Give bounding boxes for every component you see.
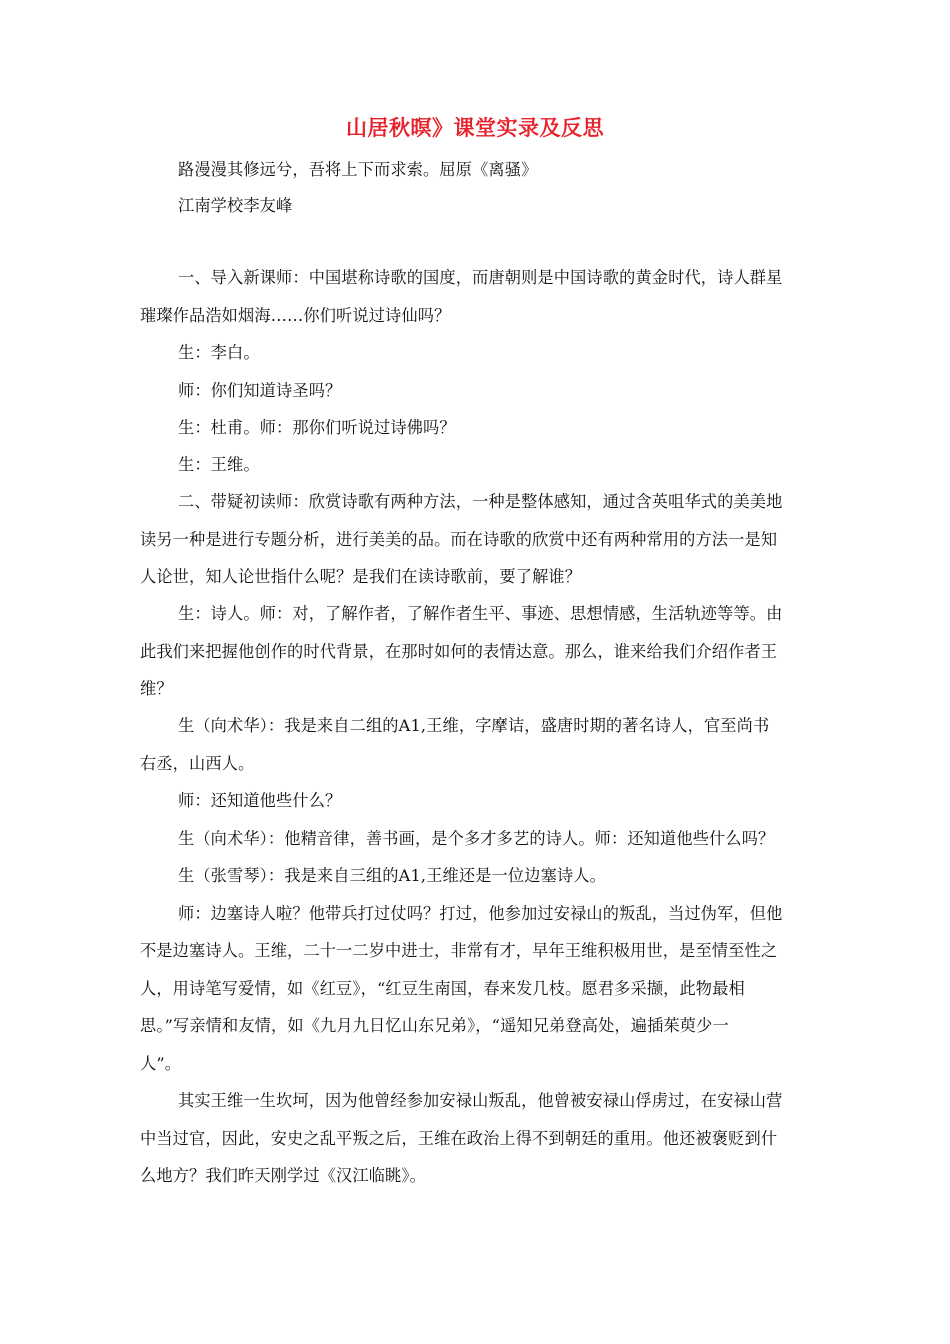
document-title: 山居秋暝》课堂实录及反思 (346, 116, 604, 140)
paragraph-line: 师：边塞诗人啦？他带兵打过仗吗？打过，他参加过安禄山的叛乱，当过伪军，但他 (178, 904, 783, 923)
paragraph-line: 师：你们知道诗圣吗？ (178, 381, 342, 400)
paragraph-line: 人，用诗笔写爱情，如《红豆》，“红豆生南国，春来发几枝。愿君多采撷，此物最相 (140, 979, 745, 998)
paragraph-line: 此我们来把握他创作的时代背景，在那时如何的表情达意。那么，谁来给我们介绍作者王 (140, 642, 778, 661)
paragraph-line: 生（向术华）：他精音律，善书画，是个多才多艺的诗人。师：还知道他些什么吗？ (178, 829, 775, 848)
paragraph-line: 读另一种是进行专题分析，进行美美的品。而在诗歌的欣赏中还有两种常用的方法一是知 (140, 530, 778, 549)
paragraph-line: 二、带疑初读师：欣赏诗歌有两种方法，一种是整体感知，通过含英咀华式的美美地 (178, 492, 783, 511)
paragraph-line: 生：王维。 (178, 455, 260, 474)
paragraph-line: 生（向术华）：我是来自二组的A1,王维，字摩诘，盛唐时期的著名诗人，官至尚书 (178, 716, 770, 735)
paragraph-line: 维？ (140, 679, 173, 698)
paragraph-line: 右丞，山西人。 (140, 754, 255, 773)
author-line: 江南学校李友峰 (178, 196, 293, 215)
paragraph-line: 生：杜甫。师：那你们听说过诗佛吗？ (178, 418, 456, 437)
paragraph-line: 中当过官，因此，安史之乱平叛之后，王维在政治上得不到朝廷的重用。他还被褒贬到什 (140, 1129, 778, 1148)
paragraph-line: 思。”写亲情和友情，如《九月九日忆山东兄弟》，“遥知兄弟登高处，遍插茱萸少一 (140, 1016, 729, 1035)
paragraph-line: 其实王维一生坎坷，因为他曾经参加安禄山叛乱，他曾被安禄山俘虏过，在安禄山营 (178, 1091, 783, 1110)
paragraph-line: 一、导入新课师：中国堪称诗歌的国度，而唐朝则是中国诗歌的黄金时代，诗人群星 (178, 268, 783, 287)
paragraph-line: 么地方？我们昨天刚学过《汉江临眺》。 (140, 1166, 426, 1185)
paragraph-line: 璀璨作品浩如烟海……你们听说过诗仙吗？ (140, 306, 451, 325)
paragraph-line: 师：还知道他些什么？ (178, 791, 342, 810)
paragraph-line: 人”。 (140, 1054, 182, 1073)
paragraph-line: 生：诗人。师：对，了解作者，了解作者生平、事迹、思想情感，生活轨迹等等。由 (178, 604, 783, 623)
paragraph-line: 不是边塞诗人。王维，二十一二岁中进士，非常有才，早年王维积极用世，是至情至性之 (140, 941, 778, 960)
paragraph-line: 生（张雪琴）：我是来自三组的A1,王维还是一位边塞诗人。 (178, 866, 606, 885)
paragraph-line: 人论世，知人论世指什么呢？是我们在读诗歌前，要了解谁？ (140, 567, 582, 586)
paragraph-line: 生：李白。 (178, 343, 260, 362)
motto-line: 路漫漫其修远兮，吾将上下而求索。屈原《离骚》 (178, 160, 538, 179)
